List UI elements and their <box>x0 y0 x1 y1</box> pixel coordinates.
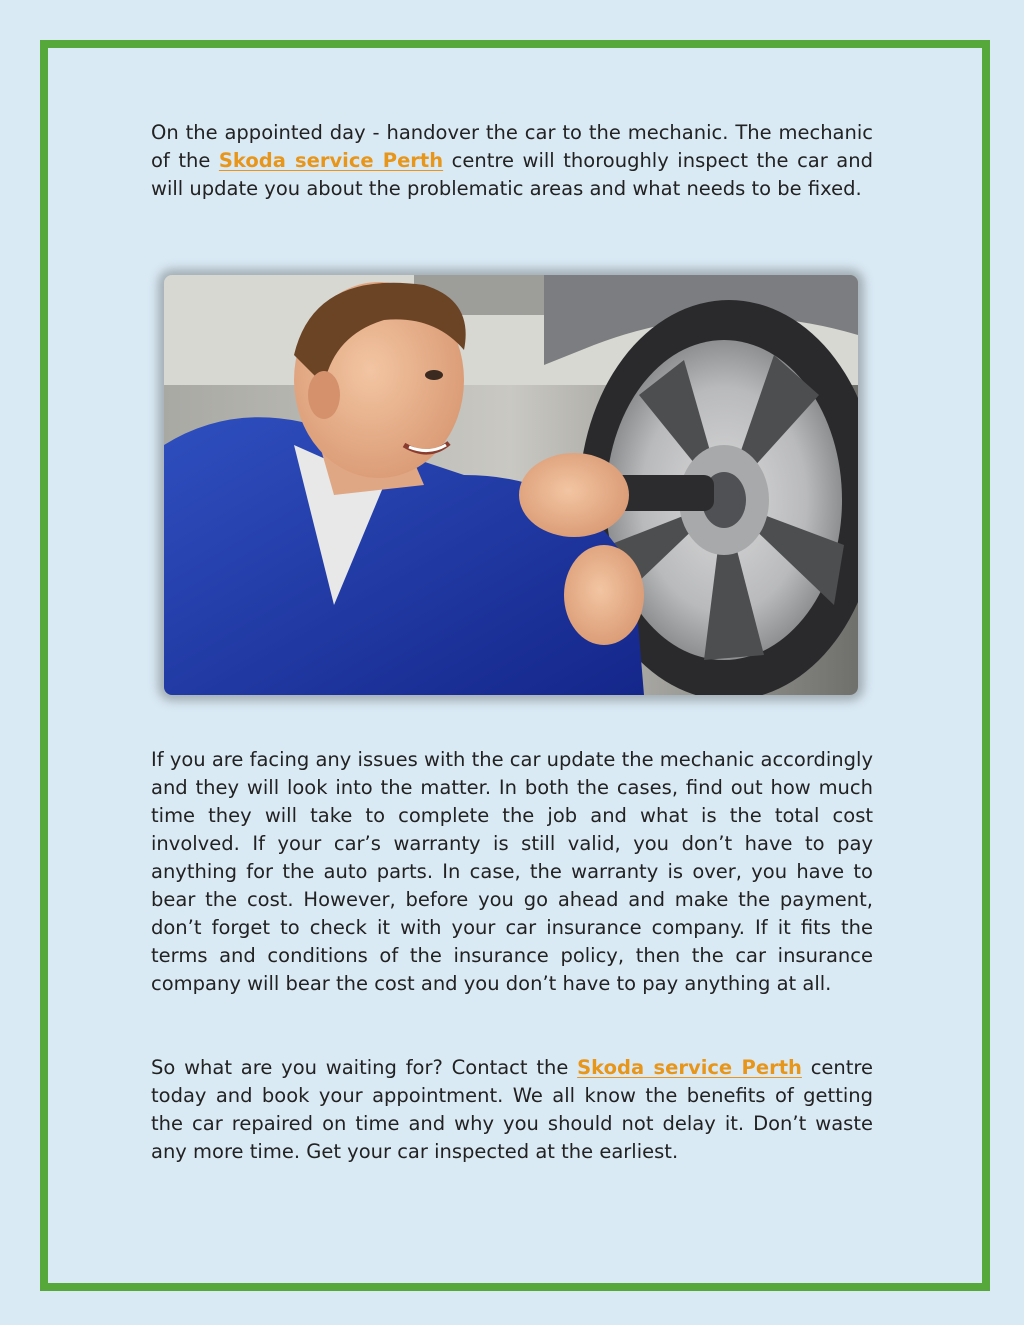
paragraph-contact-text-end: centre today and book your appointment. We all know the benefits of getting the car repaired on time and why you should not delay it. Don’t waste any more time. Get your car inspected at the earliest. <box>151 1056 874 1163</box>
skoda-service-perth-link[interactable]: Skoda service Perth <box>218 149 444 172</box>
mechanic-photo <box>164 275 858 695</box>
paragraph-contact-text-start: So what are you waiting for? Contact the <box>151 1056 578 1079</box>
skoda-service-perth-link[interactable]: Skoda service Perth <box>577 1056 802 1079</box>
paragraph-contact <box>151 1054 873 1166</box>
paragraph-handover-text-end: centre will thoroughly inspect the car and will update you about the problematic areas and what needs to be fixed. <box>151 149 873 200</box>
paragraph-handover <box>151 119 873 203</box>
paragraph-issues: If you are facing any issues with the car update the mechanic accordingly and they will look into the matter. In both the cases, find out how much time they will take to complete the job and what is the total cost involved. If your car’s warranty is still valid, you don’t have to pay anything for the auto parts. In case, the warranty is over, you have to bear the cost. However, before you go ahead and make the payment, don’t forget to check it with your car insurance company. If it fits the terms and conditions of the insurance policy, then the car insurance company will bear the cost and you don’t have to pay anything at all. <box>151 748 873 995</box>
paragraph-handover-text-start: On the appointed day - handover the car to the mechanic. The mechanic of the <box>151 121 873 172</box>
